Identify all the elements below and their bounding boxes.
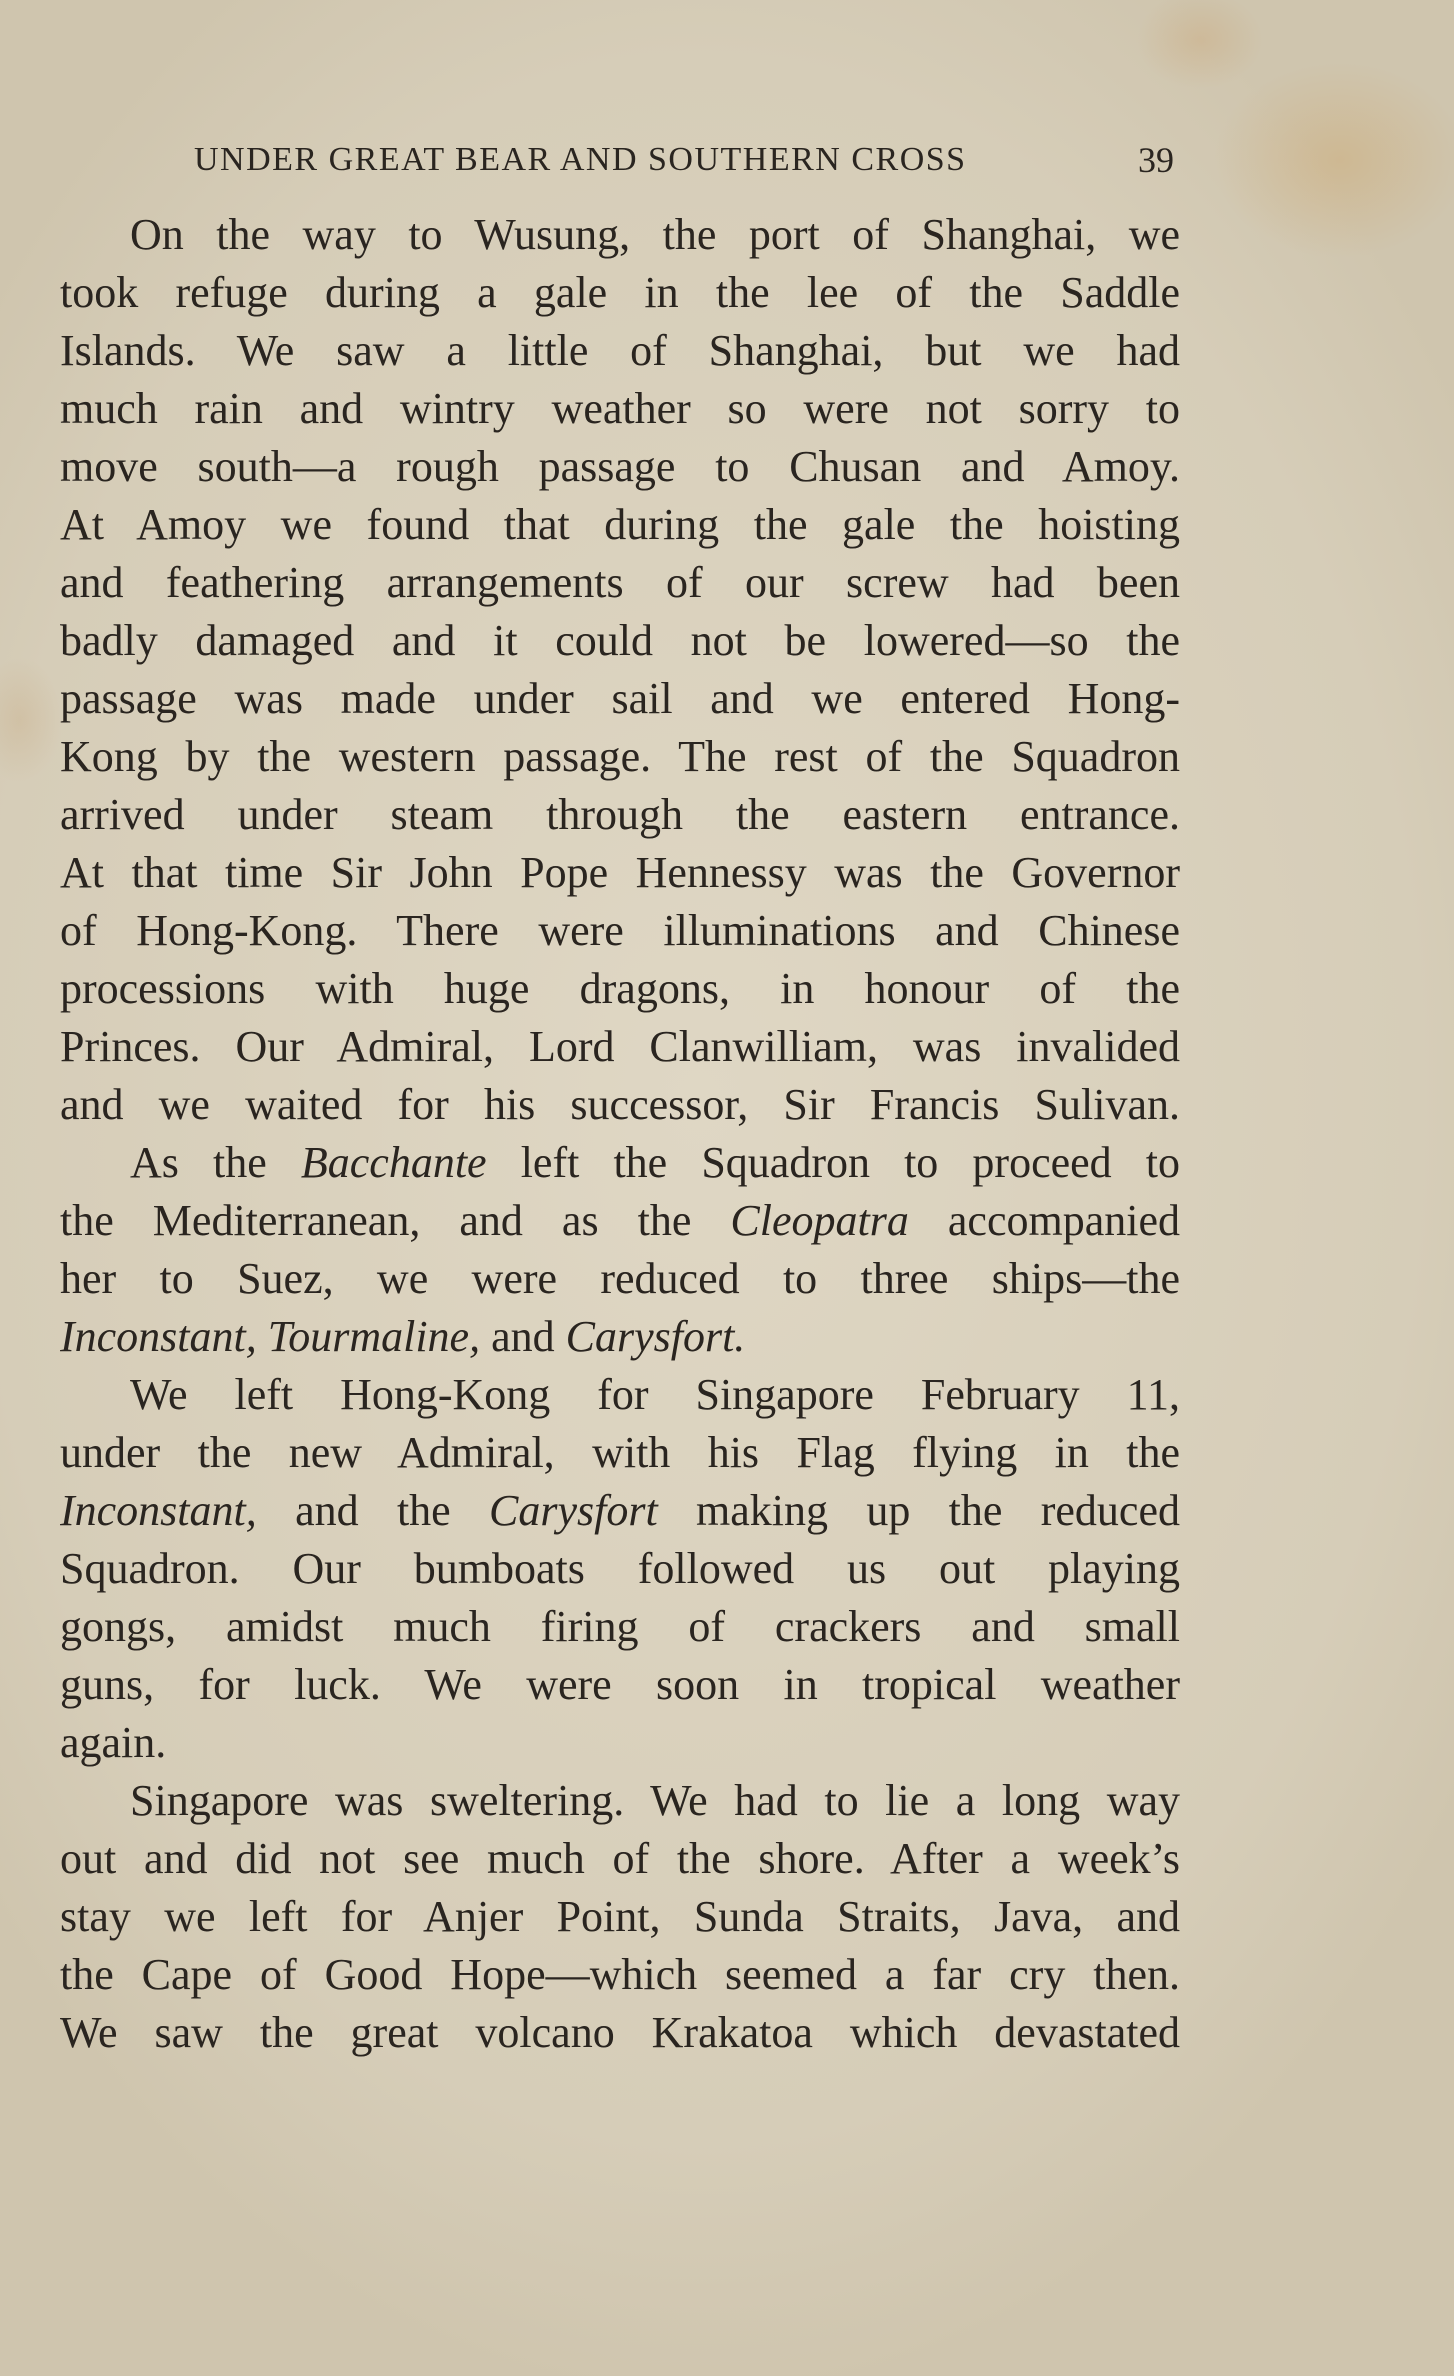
text-line: As the Bacchante left the Squadron to proceed to bbox=[130, 1138, 1180, 1187]
text-line: stay we left for Anjer Point, Sunda Straits, Java, and bbox=[60, 1892, 1180, 1941]
text-line: Islands. We saw a little of Shanghai, but we had bbox=[60, 326, 1180, 375]
text-line: and we waited for his successor, Sir Francis Sulivan. bbox=[60, 1080, 1180, 1129]
text-line: passage was made under sail and we entered Hong- bbox=[60, 674, 1180, 723]
text-line: badly damaged and it could not be lowered—so the bbox=[60, 616, 1180, 665]
text-line: the Cape of Good Hope—which seemed a far cry then. bbox=[60, 1950, 1180, 1999]
text-line: processions with huge dragons, in honour of the bbox=[60, 964, 1180, 1013]
text-line: We left Hong-Kong for Singapore February 11, bbox=[130, 1370, 1180, 1419]
text-line: much rain and wintry weather so were not sorry to bbox=[60, 384, 1180, 433]
text-line: Singapore was sweltering. We had to lie a long way bbox=[130, 1776, 1180, 1825]
text-line: Kong by the western passage. The rest of the Squadron bbox=[60, 732, 1180, 781]
text-line: gongs, amidst much firing of crackers and small bbox=[60, 1602, 1180, 1651]
text-line: We saw the great volcano Krakatoa which devastated bbox=[60, 2008, 1180, 2057]
text-line: arrived under steam through the eastern entrance. bbox=[60, 790, 1180, 839]
page-number: 39 bbox=[1138, 140, 1174, 180]
page-header bbox=[194, 130, 1174, 190]
text-line: out and did not see much of the shore. After a week’s bbox=[60, 1834, 1180, 1883]
text-line: and feathering arrangements of our screw had been bbox=[60, 558, 1180, 607]
text-line: took refuge during a gale in the lee of the Saddle bbox=[60, 268, 1180, 317]
text-line: of Hong-Kong. There were illuminations and Chinese bbox=[60, 906, 1180, 955]
text-line: under the new Admiral, with his Flag flying in the bbox=[60, 1428, 1180, 1477]
text-line: her to Suez, we were reduced to three ships—the bbox=[60, 1254, 1180, 1303]
text-line: At that time Sir John Pope Hennessy was the Governor bbox=[60, 848, 1180, 897]
text-line: On the way to Wusung, the port of Shanghai, we bbox=[130, 210, 1180, 259]
text-line: again. bbox=[60, 1718, 167, 1767]
text-line: Princes. Our Admiral, Lord Clanwilliam, was invalided bbox=[60, 1022, 1180, 1071]
body-text bbox=[60, 206, 1180, 2062]
text-line: guns, for luck. We were soon in tropical weather bbox=[60, 1660, 1180, 1709]
text-line: At Amoy we found that during the gale the hoisting bbox=[60, 500, 1180, 549]
running-title: UNDER GREAT BEAR AND SOUTHERN CROSS bbox=[194, 141, 967, 178]
text-line: Squadron. Our bumboats followed us out playing bbox=[60, 1544, 1180, 1593]
text-line: move south—a rough passage to Chusan and Amoy. bbox=[60, 442, 1180, 491]
text-line: the Mediterranean, and as the Cleopatra accompanied bbox=[60, 1196, 1180, 1245]
text-line: Inconstant, Tourmaline, and Carysfort. bbox=[60, 1312, 746, 1361]
text-line: Inconstant, and the Carysfort making up the reduced bbox=[60, 1486, 1180, 1535]
